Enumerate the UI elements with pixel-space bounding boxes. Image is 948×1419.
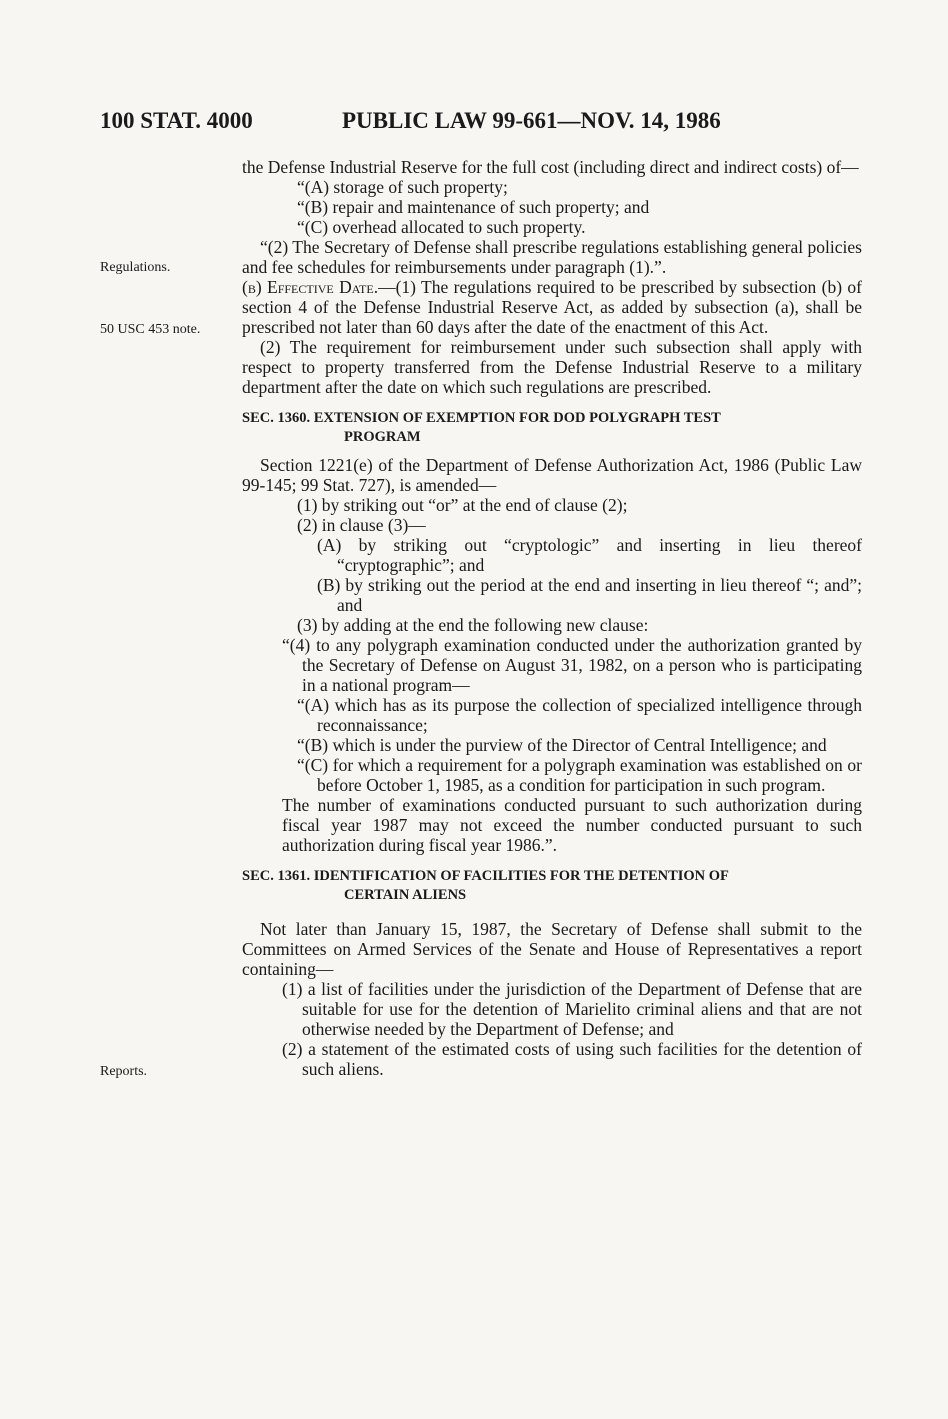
- section-1361-heading-line2: CERTAIN ALIENS: [344, 887, 467, 903]
- paragraph-reimbursement: (2) The requirement for reimbursement under such subsection shall apply with respect to property transferred from the Defense Industrial Reserve to a military department after the date on which such regulations are prescribed.: [242, 337, 862, 397]
- margin-note-regulations: Regulations.: [100, 260, 171, 275]
- public-law-title: PUBLIC LAW 99-661—NOV. 14, 1986: [342, 108, 721, 133]
- section-1360-clause-4b: “(B) which is under the purview of the Director of Central Intelligence; and: [297, 735, 827, 755]
- section-1360-heading: [242, 409, 862, 447]
- paragraph-effective-date: [242, 277, 862, 337]
- clause-b-repair: “(B) repair and maintenance of such property; and: [297, 197, 650, 217]
- section-1361-heading: [242, 867, 862, 905]
- section-1360-item-3: (3) by adding at the end the following new clause:: [297, 615, 649, 635]
- paragraph-cost: the Defense Industrial Reserve for the full cost (including direct and indirect costs) of—: [242, 157, 859, 177]
- body-text: [242, 157, 862, 1079]
- effective-date-label: (b) Effective Date.: [242, 277, 379, 297]
- paragraph-regulations: “(2) The Secretary of Defense shall prescribe regulations establishing general policies and fee schedules for reimbursements under paragraph (1).”.: [242, 237, 862, 277]
- margin-note-reports: Reports.: [100, 1064, 148, 1079]
- stat-citation: 100 STAT. 4000: [100, 108, 253, 133]
- section-1360-item-1: (1) by striking out “or” at the end of clause (2);: [297, 495, 628, 515]
- section-1360-clause-4: “(4) to any polygraph examination conducted under the authorization granted by the Secretary of Defense on August 31, 1982, on a person who is participating in a national program—: [282, 635, 862, 695]
- page-header: [100, 108, 880, 148]
- section-1360-heading-line2: PROGRAM: [344, 429, 421, 445]
- section-1361-heading-line1: SEC. 1361. IDENTIFICATION OF FACILITIES FOR THE DETENTION OF: [242, 868, 729, 884]
- section-1360-intro: Section 1221(e) of the Department of Defense Authorization Act, 1986 (Public Law 99-145; 99 Stat. 727), is amended—: [242, 455, 862, 495]
- section-1360-clause-4-tail: The number of examinations conducted pursuant to such authorization during fiscal year 1987 may not exceed the number conducted pursuant to such authorization during fiscal year 1986.”.: [282, 795, 862, 855]
- clause-c-overhead: “(C) overhead allocated to such property.: [297, 217, 586, 237]
- section-1360-item-2: (2) in clause (3)—: [297, 515, 426, 535]
- section-1360-clause-4a: “(A) which has as its purpose the collection of specialized intelligence through reconnaissance;: [297, 695, 862, 735]
- section-1361-item-1: (1) a list of facilities under the jurisdiction of the Department of Defense that are suitable for use for the detention of Marielito criminal aliens and that are not otherwise needed by the Department of Defense; and: [282, 979, 862, 1039]
- section-1360-item-2a: (A) by striking out “cryptologic” and inserting in lieu thereof “cryptographic”; and: [317, 535, 862, 575]
- section-1361-item-2: (2) a statement of the estimated costs of using such facilities for the detention of such aliens.: [282, 1039, 862, 1079]
- section-1360-heading-line1: SEC. 1360. EXTENSION OF EXEMPTION FOR DOD POLYGRAPH TEST: [242, 410, 721, 426]
- margin-note-usc: 50 USC 453 note.: [100, 322, 201, 337]
- clause-a-storage: “(A) storage of such property;: [297, 177, 508, 197]
- section-1360-clause-4c: “(C) for which a requirement for a polygraph examination was established on or before October 1, 1985, as a condition for participation in such program.: [297, 755, 862, 795]
- effective-date-text: —(1) The regulations required to be prescribed by subsection (b) of section 4 of the Defense Industrial Reserve Act, as added by subsection (a), shall be prescribed not later than 60 days after the date of the enactment of this Act.: [242, 277, 862, 337]
- section-1360-item-2b: (B) by striking out the period at the end and inserting in lieu thereof “; and”; and: [317, 575, 862, 615]
- section-1361-intro: Not later than January 15, 1987, the Secretary of Defense shall submit to the Committees on Armed Services of the Senate and House of Representatives a report containing—: [242, 919, 862, 979]
